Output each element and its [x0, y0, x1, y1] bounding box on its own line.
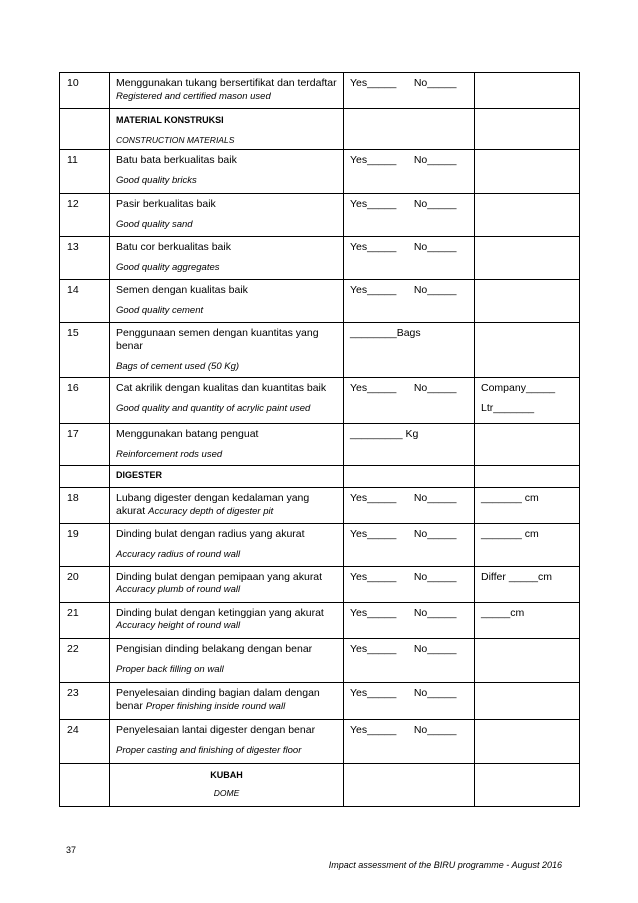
- footer-text: Impact assessment of the BIRU programme - August 2016: [328, 860, 562, 870]
- table-row: 19 Dinding bulat dengan radius yang akurat Accuracy radius of round wall Yes_____ No_____ _______ cm: [60, 524, 580, 567]
- section-row: [60, 764, 580, 807]
- table-row: 23 Penyelesaian dinding bagian dalam dengan benar Proper finishing inside round wall Yes_____ No_____: [60, 683, 580, 720]
- table-row: 13 Batu cor berkualitas baik Good quality aggregates Yes_____ No_____: [60, 237, 580, 280]
- extra-cell[interactable]: [475, 73, 580, 109]
- table-row: 24 Penyelesaian lantai digester dengan benar Proper casting and finishing of digester floor Yes_____ No_____: [60, 720, 580, 764]
- table-row: 18 Lubang digester dengan kedalaman yang akurat Accuracy depth of digester pit Yes_____ No_____ _______ cm: [60, 488, 580, 524]
- row-number: 10: [60, 73, 110, 109]
- answer-cell[interactable]: Yes_____ No_____: [344, 720, 475, 764]
- section-row: [60, 466, 580, 488]
- section-title: KUBAH DOME: [110, 764, 344, 807]
- answer-cell[interactable]: Yes_____ No_____: [344, 567, 475, 603]
- extra-cell[interactable]: _____cm: [475, 603, 580, 639]
- page-number: 37: [66, 845, 77, 855]
- table-row: [60, 73, 580, 109]
- extra-cell[interactable]: _______ cm: [475, 488, 580, 524]
- answer-cell[interactable]: Yes_____ No_____: [344, 237, 475, 280]
- answer-cell[interactable]: Yes_____ No_____: [344, 150, 475, 194]
- section-title: DIGESTER: [110, 466, 344, 488]
- checklist-table: [59, 72, 580, 807]
- section-title: MATERIAL KONSTRUKSI CONSTRUCTION MATERIALS: [110, 109, 344, 150]
- table-row: 12 Pasir berkualitas baik Good quality sand Yes_____ No_____: [60, 194, 580, 237]
- answer-cell[interactable]: Yes_____ No_____: [344, 488, 475, 524]
- answer-cell[interactable]: Yes_____ No_____: [344, 683, 475, 720]
- answer-cell[interactable]: Yes_____ No_____: [344, 73, 475, 109]
- table-row: 11 Batu bata berkualitas baik Good quality bricks Yes_____ No_____: [60, 150, 580, 194]
- table-row: 21 Dinding bulat dengan ketinggian yang akurat Accuracy height of round wall Yes_____ No_____ _____cm: [60, 603, 580, 639]
- answer-cell[interactable]: _________ Kg: [344, 424, 475, 466]
- table-row: 16 Cat akrilik dengan kualitas dan kuantitas baik Good quality and quantity of acrylic paint used Yes_____ No_____ Company_____ Ltr_______: [60, 378, 580, 424]
- section-row: [60, 109, 580, 150]
- table-row: 20 Dinding bulat dengan pemipaan yang akurat Accuracy plumb of round wall Yes_____ No_____ Differ _____cm: [60, 567, 580, 603]
- table-row: 22 Pengisian dinding belakang dengan benar Proper back filling on wall Yes_____ No_____: [60, 639, 580, 683]
- answer-cell[interactable]: Yes_____ No_____: [344, 194, 475, 237]
- answer-cell[interactable]: Yes_____ No_____: [344, 378, 475, 424]
- answer-cell[interactable]: Yes_____ No_____: [344, 603, 475, 639]
- english-text: Registered and certified mason used: [116, 91, 271, 102]
- indonesian-text: Menggunakan tukang bersertifikat dan terdaftar: [116, 77, 337, 89]
- extra-cell[interactable]: Company_____ Ltr_______: [475, 378, 580, 424]
- table-row: 15 Penggunaan semen dengan kuantitas yang benar Bags of cement used (50 Kg) ________Bags: [60, 323, 580, 378]
- answer-cell[interactable]: Yes_____ No_____: [344, 524, 475, 567]
- table-row: 17 Menggunakan batang penguat Reinforcement rods used _________ Kg: [60, 424, 580, 466]
- answer-cell[interactable]: Yes_____ No_____: [344, 639, 475, 683]
- table-row: 14 Semen dengan kualitas baik Good quality cement Yes_____ No_____: [60, 280, 580, 323]
- extra-cell[interactable]: Differ _____cm: [475, 567, 580, 603]
- extra-cell[interactable]: _______ cm: [475, 524, 580, 567]
- answer-cell[interactable]: ________Bags: [344, 323, 475, 378]
- answer-cell[interactable]: Yes_____ No_____: [344, 280, 475, 323]
- row-description: [110, 73, 344, 109]
